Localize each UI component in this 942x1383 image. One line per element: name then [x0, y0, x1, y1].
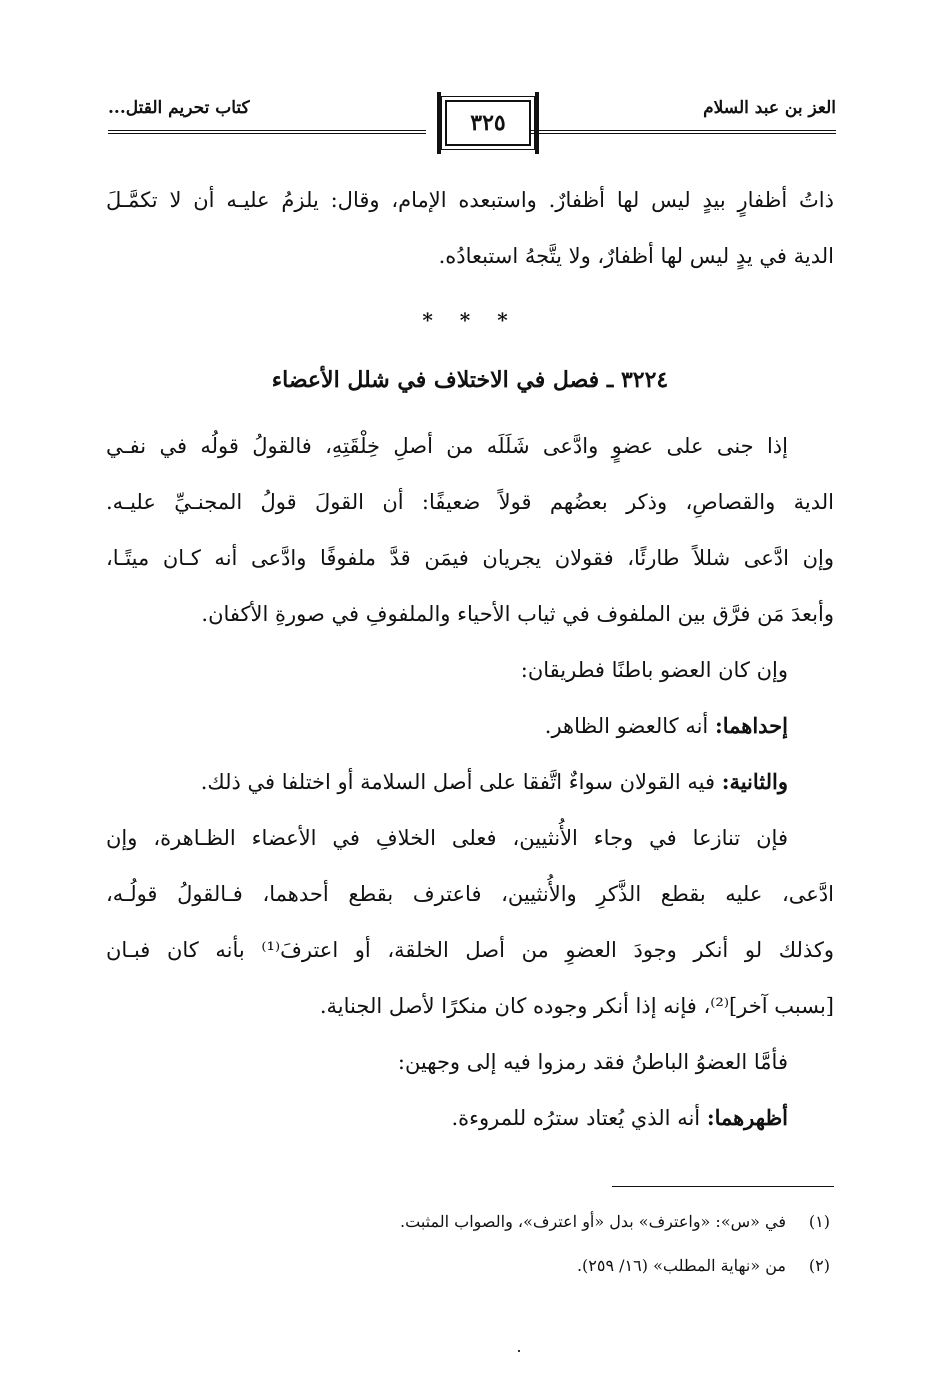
footnote [106, 1244, 834, 1288]
footnote-number: (٢) [808, 1256, 830, 1275]
text-line: وإن ادَّعى شللاً طارئًا، فقولان يجريان فيمَن قدَّ ملفوفًا وادَّعى أنه كـان ميتًـا، [106, 546, 834, 570]
text-line: الدية والقصاصِ، وذكر بعضُهم قولاً ضعيفًا: أن القولَ قولُ المجنـيِّ عليـه. [106, 490, 834, 514]
list-item [106, 1090, 834, 1146]
list-item-text: أنه الذي يُعتاد سترُه للمروءة. [451, 1106, 707, 1130]
list-item-label: إحداهما: [714, 713, 788, 738]
footnote-text: في «س»: «واعترف» بدل «أو اعترف»، والصواب المثبت. [400, 1212, 786, 1231]
header-rule-left [108, 130, 426, 134]
text-line: الدية في يدٍ ليس لها أظفارٌ، ولا يتَّجهُ استبعادُه. [438, 244, 834, 268]
header-book-title: كتاب تحريم القتل... [108, 98, 250, 118]
speck-mark [518, 1350, 520, 1352]
list-item-label: أظهرهما: [706, 1105, 788, 1130]
footnote [106, 1200, 834, 1244]
text-line: [بسبب آخر]⁽²⁾، فإنه إذا أنكر وجوده كان منكرًا لأصل الجناية. [319, 994, 834, 1018]
list-item [106, 698, 834, 754]
running-header [108, 86, 836, 156]
footnote-divider [612, 1186, 834, 1187]
footnotes [106, 1200, 834, 1288]
text-line: فإن تنازعا في وجاء الأُنثيين، فعلى الخلافِ في الأعضاء الظـاهرة، وإن [106, 826, 788, 850]
text-line: ذاتُ أظفارٍ بيدٍ ليس لها أظفارٌ. واستبعده الإمام، وقال: يلزمُ عليـه أن لا تكمَّـلَ [106, 188, 834, 212]
text-line: وكذلك لو أنكر وجودَ العضوِ من أصل الخلقة، أو اعترفَ⁽¹⁾ بأنه كان فبـان [106, 938, 835, 962]
text-line: إذا جنى على عضوٍ وادَّعى شَلَلَه من أصلِ خِلْقَتِهِ، فالقولُ قولُه في نفـي [106, 434, 788, 458]
list-item-label: والثانية: [721, 769, 788, 794]
section-separator: * * * [422, 308, 518, 332]
text-line: وإن كان العضو باطنًا فطريقان: [520, 658, 788, 682]
list-item-text: فيه القولان سواءٌ اتَّفقا على أصل السلامة أو اختلفا في ذلك. [200, 770, 722, 794]
text-line: وأبعدَ مَن فرَّق بين الملفوف في ثياب الأحياء والملفوفِ في صورةِ الأكفان. [201, 602, 834, 626]
text-line: فأمَّا العضوُ الباطنُ فقد رمزوا فيه إلى وجهين: [397, 1050, 788, 1074]
header-rule-right [526, 130, 836, 134]
list-item [106, 754, 834, 810]
list-item-text: أنه كالعضو الظاهر. [544, 714, 715, 738]
main-text [106, 172, 834, 1146]
footnote-number: (١) [808, 1212, 830, 1231]
footnote-text: من «نهاية المطلب» (١٦/ ٢٥٩). [576, 1256, 786, 1275]
header-author: العز بن عبد السلام [703, 98, 836, 118]
section-heading: ٣٢٢٤ ـ فصل في الاختلاف في شلل الأعضاء [271, 367, 669, 393]
page-number: ٣٢٥ [445, 100, 531, 146]
text-line: ادَّعى، عليه بقطع الذَّكرِ والأُنثيين، فاعترف بقطع أحدهما، فـالقولُ قولُـه، [106, 882, 834, 906]
